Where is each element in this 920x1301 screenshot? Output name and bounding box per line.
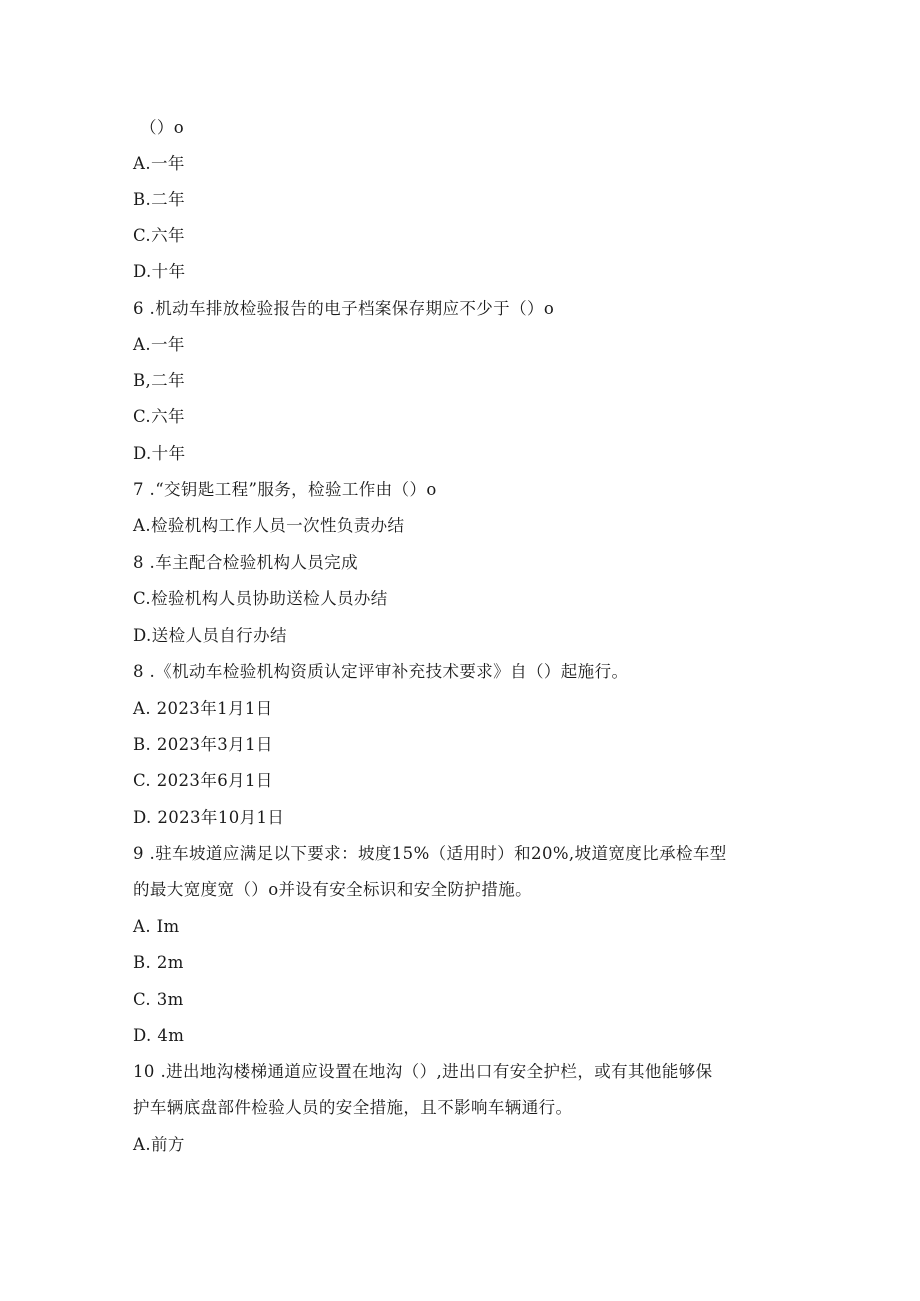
q8-option-a: A. 2023年1月1日 [133, 699, 273, 718]
q7-option-a: A.检验机构工作人员一次性负责办结 [133, 516, 405, 535]
q7-question: 7 .“交钥匙工程”服务，检验工作由（）o [133, 480, 437, 499]
q5-option-b: B.二年 [133, 190, 185, 209]
q5-option-c: C.六年 [133, 226, 185, 245]
q8-option-b: B. 2023年3月1日 [133, 735, 273, 754]
q8-option-c: C. 2023年6月1日 [133, 771, 273, 790]
q6-option-c: C.六年 [133, 407, 185, 426]
q9-option-b: B. 2m [133, 953, 184, 972]
q6-option-d: D.十年 [133, 444, 186, 463]
q5-blank-tail: （）o [140, 118, 185, 137]
q5-option-a: A.一年 [133, 154, 185, 173]
q7-option-b: 8 .车主配合检验机构人员完成 [133, 553, 358, 572]
q7-option-d: D.送检人员自行办结 [133, 626, 287, 645]
q10-option-a: A.前方 [133, 1135, 185, 1154]
q6-question: 6 .机动车排放检验报告的电子档案保存期应不少于（）o [133, 299, 555, 318]
q6-option-b: B,二年 [133, 371, 185, 390]
q6-option-a: A.一年 [133, 335, 185, 354]
q7-option-c: C.检验机构人员协助送检人员办结 [133, 589, 388, 608]
q9-question-line2: 的最大宽度宽（）o并设有安全标识和安全防护措施。 [133, 880, 533, 899]
q9-option-c: C. 3m [133, 990, 184, 1009]
q9-option-d: D. 4m [133, 1026, 185, 1045]
q9-question-line1: 9 .驻车坡道应满足以下要求：坡度15%（适用时）和20%,坡道宽度比承检车型 [133, 844, 727, 863]
q10-question-line1: 10 .进出地沟楼梯通道应设置在地沟（）,进出口有安全护栏，或有其他能够保 [133, 1062, 713, 1081]
q8-question: 8 .《机动车检验机构资质认定评审补充技术要求》自（）起施行。 [133, 662, 629, 681]
q9-option-a: A. Im [133, 917, 180, 936]
q10-question-line2: 护车辆底盘部件检验人员的安全措施，且不影响车辆通行。 [133, 1098, 573, 1117]
q8-option-d: D. 2023年10月1日 [133, 808, 285, 827]
q5-option-d: D.十年 [133, 262, 186, 281]
